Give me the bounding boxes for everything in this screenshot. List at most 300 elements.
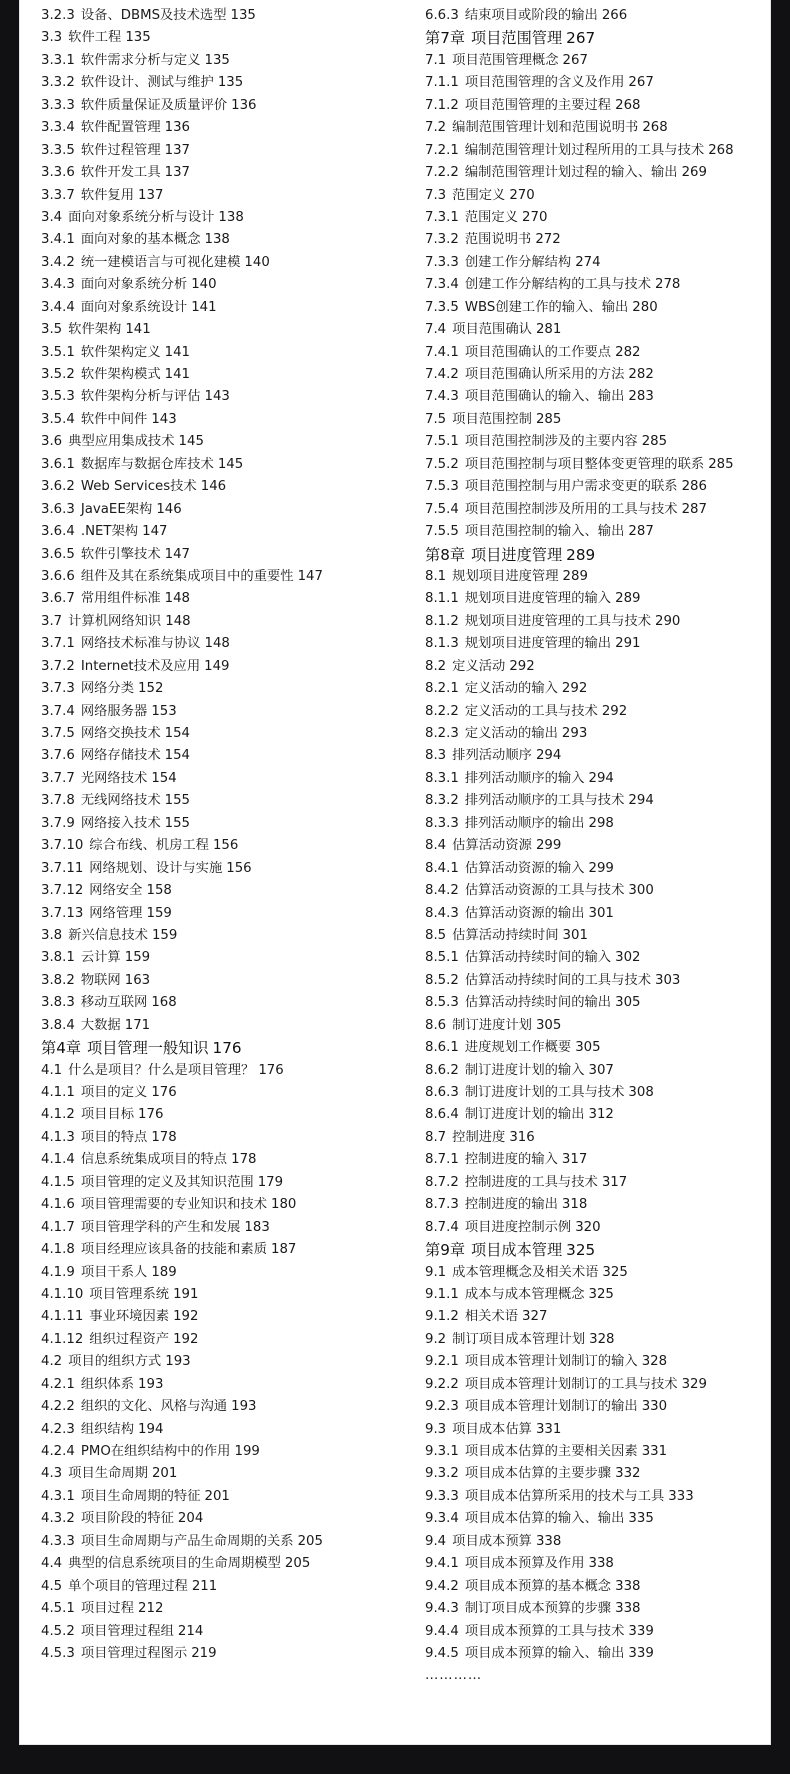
toc-entry-number: 8.7.2 [425,1174,459,1190]
toc-entry-number: 4.3 [41,1466,63,1482]
toc-entry-title: 项目范围确认 [452,322,532,338]
toc-entry-title: 范围说明书 [464,232,532,248]
toc-entry [425,207,790,229]
toc-entry-title: 软件过程管理 [80,142,161,158]
toc-entry-page: 193 [138,1376,164,1392]
toc-entry-page: 192 [173,1309,199,1325]
toc-entry-title: 项目范围控制涉及的主要内容 [464,434,638,450]
toc-entry-number: 3.7.4 [41,703,75,719]
toc-entry-page: 137 [164,165,191,181]
toc-entry-page: 135 [230,8,256,23]
toc-entry-title: 软件引擎技术 [80,546,161,562]
toc-entry-title: 网络技术标准与协议 [80,636,201,652]
toc-entry-title: 项目目标 [80,1107,135,1123]
toc-entry-page: 154 [151,770,177,786]
toc-entry [41,1060,411,1082]
toc-entry-number: 9.3.1 [425,1444,459,1459]
toc-entry [41,633,411,655]
toc-entry-title: 估算活动资源 [452,838,532,854]
toc-entry [41,229,411,251]
toc-entry-number: 4.2.1 [41,1376,75,1392]
toc-entry-number: 9.4 [425,1533,447,1549]
toc-entry [41,768,411,790]
toc-entry [425,50,790,72]
toc-entry [41,678,411,700]
toc-entry-title: 软件复用 [80,187,135,203]
toc-entry-number: 8.6.3 [425,1085,459,1100]
toc-entry-page: 291 [615,636,641,652]
toc-entry-title: 规划项目进度管理的输入 [464,591,612,607]
toc-entry [425,1621,790,1643]
toc-entry-page: 147 [297,568,323,584]
toc-entry-title: 项目范围管理的含义及作用 [464,75,625,91]
toc-entry-title: 项目生命周期 [68,1466,148,1482]
toc-entry-title: 项目成本管理 [471,1241,563,1260]
toc-entry-number: 7.3.2 [425,232,459,248]
toc-entry-page: 339 [628,1645,654,1661]
toc-entry-title: 规划项目进度管理的输出 [464,636,612,652]
toc-entry [425,1217,790,1239]
toc-entry-page: 331 [641,1444,668,1459]
toc-entry-title: 编制范围管理计划和范围说明书 [452,120,639,136]
toc-entry-title: 编制范围管理计划过程的输入、输出 [464,165,678,181]
toc-entry-number: 3.6 [41,434,63,450]
toc-entry-page: 266 [601,8,628,23]
toc-entry [41,1374,411,1396]
toc-entry [41,1508,411,1530]
toc-entry-number: 3.6.7 [41,591,75,607]
toc-entry-title: 项目成本预算及作用 [464,1556,585,1572]
toc-entry-title: 估算活动资源的输入 [464,860,585,876]
toc-entry-number: 4.5 [41,1578,63,1594]
toc-entry-title: JavaEE架构 [80,501,153,517]
toc-entry-number: 3.6.4 [41,524,75,540]
toc-entry-number: 6.6.3 [425,8,459,23]
toc-entry-page: 305 [615,995,641,1011]
toc-entry-number: 8.6 [425,1017,447,1033]
toc-entry-page: 140 [244,254,270,270]
toc-entry-title: 项目成本估算的输入、输出 [464,1511,625,1527]
toc-entry-title: 成本与成本管理概念 [464,1286,585,1302]
toc-entry [425,274,790,296]
toc-entry-number: 4.1.3 [41,1129,75,1145]
toc-entry [41,1149,411,1171]
toc-entry [41,431,411,453]
toc-entry-page: 305 [535,1017,562,1033]
toc-entry-number: 9.4.5 [425,1645,459,1661]
toc-entry [41,656,411,678]
toc-entry-page: 156 [212,838,239,854]
toc-entry [41,1127,411,1149]
toc-entry-number: 8.3.3 [425,815,459,831]
toc-entry [425,1486,790,1508]
toc-entry-number: 4.1.8 [41,1242,75,1258]
toc-entry-title: 进度规划工作概要 [464,1040,572,1056]
toc-entry-number: 4.1.9 [41,1264,75,1280]
toc-entry-number: 9.2 [425,1331,447,1347]
toc-entry [41,319,411,341]
toc-entry-title: 成本管理概念及相关术语 [452,1264,599,1280]
toc-entry [425,72,790,94]
toc-entry-title: 项目生命周期的特征 [80,1488,201,1504]
toc-entry-title: 项目范围管理的主要过程 [464,97,612,113]
toc-entry [41,252,411,274]
toc-entry [41,499,411,521]
toc-entry [425,1127,790,1149]
toc-entry-number: 3.3.3 [41,97,75,113]
toc-entry [425,319,790,341]
toc-entry-title: 排列活动顺序 [452,748,532,764]
toc-entry-page: 176 [212,1039,242,1058]
toc-entry-page: 333 [668,1488,694,1504]
toc-entry-page: 283 [628,389,654,405]
toc-entry-number: 9.2.1 [425,1354,459,1370]
toc-entry [41,207,411,229]
toc-entry-title: 规划项目进度管理的工具与技术 [464,613,651,629]
toc-entry-page: 201 [151,1466,178,1482]
toc-entry-title: 项目范围控制涉及所用的工具与技术 [464,501,678,517]
toc-entry [425,1374,790,1396]
toc-entry [425,521,790,543]
toc-entry-number: 8.5.1 [425,950,459,966]
toc-entry-number: 3.6.5 [41,546,75,562]
toc-entry [425,970,790,992]
toc-entry [425,723,790,745]
toc-entry-title: 制订进度计划的工具与技术 [464,1085,625,1100]
toc-entry-title: 软件设计、测试与维护 [80,75,214,91]
toc-entry-number: 4.1.7 [41,1219,75,1235]
toc-entry-number: 3.7.1 [41,636,75,652]
toc-entry [425,1082,790,1104]
toc-entry-page: 287 [681,501,707,517]
toc-entry [41,297,411,319]
toc-entry [425,1149,790,1171]
toc-entry-number: 3.7.12 [41,883,84,899]
toc-entry-number: 9.3.4 [425,1511,459,1527]
toc-entry-page: 191 [173,1286,199,1302]
toc-entry [425,117,790,139]
toc-entry [425,656,790,678]
toc-entry [41,117,411,139]
toc-entry-page: 293 [561,726,588,741]
toc-entry [41,521,411,543]
toc-entry-page: 141 [125,322,151,338]
toc-entry-title: 网络安全 [89,883,143,899]
toc-entry-title: 项目生命周期与产品生命周期的关系 [80,1533,294,1549]
toc-entry-number: 9.4.2 [425,1578,459,1594]
toc-entry-page: 317 [561,1152,588,1168]
toc-entry-number: 4.2.2 [41,1399,75,1415]
toc-entry [41,1104,411,1126]
toc-entry-title: 控制进度的输入 [464,1152,558,1168]
toc-entry-number: 3.6.6 [41,568,75,584]
toc-entry-page: 316 [509,1129,535,1145]
toc-entry-number: 9.3.3 [425,1488,459,1504]
toc-entry-title: 组件及其在系统集成项目中的重要性 [80,568,294,584]
toc-entry [425,1104,790,1126]
toc-entry-title: 排列活动顺序的工具与技术 [464,793,625,809]
toc-entry-title: 综合布线、机房工程 [89,838,209,854]
toc-entry-title: 定义活动 [452,658,506,674]
toc-entry-number: 8.4.3 [425,905,459,921]
toc-entry-number: 3.8.3 [41,995,75,1011]
toc-entry-page: 280 [632,299,658,315]
toc-entry [41,1194,411,1216]
toc-entry-page: 299 [535,838,562,854]
toc-chapter-heading [425,544,790,566]
toc-entry [425,947,790,969]
toc-entry-title: 项目进度管理 [471,545,563,564]
toc-entry-number: 8.1.2 [425,613,459,629]
toc-entry-page: 278 [655,277,681,293]
toc-entry [41,588,411,610]
toc-entry [425,858,790,880]
toc-entry-number: 3.7.11 [41,860,84,876]
toc-entry-number: 7.2.2 [425,165,459,181]
toc-entry-page: 193 [231,1399,257,1415]
toc-entry-page: 269 [681,165,707,181]
toc-entry-number: 4.1.5 [41,1174,75,1190]
toc-entry-page: 148 [204,636,230,652]
toc-entry [41,162,411,184]
toc-entry-number: 4.2.3 [41,1421,75,1437]
toc-entry-page: 268 [642,120,668,136]
toc-entry-title: 排列活动顺序的输出 [464,815,585,831]
toc-entry [425,297,790,319]
toc-entry [425,992,790,1014]
toc-entry [41,274,411,296]
toc-entry-title: 组织过程资产 [89,1331,170,1347]
toc-entry [425,185,790,207]
toc-entry-number: 3.8.4 [41,1017,75,1033]
toc-entry-page: 292 [601,703,628,719]
toc-entry-title: 云计算 [80,950,121,966]
toc-entry [425,1262,790,1284]
toc-entry-page: 305 [575,1040,601,1056]
toc-entry-title: 定义活动的工具与技术 [464,703,598,719]
toc-entry-title: 项目范围确认所采用的方法 [464,367,625,382]
toc-entry-page: 204 [177,1511,204,1527]
toc-entry-number: 4.1.11 [41,1309,84,1325]
toc-entry-page: 141 [191,299,217,315]
toc-entry-title: 项目范围控制与用户需求变更的联系 [464,479,678,495]
toc-entry-page: 180 [271,1197,297,1213]
toc-entry-page: 301 [562,927,588,943]
toc-entry-number: 8.3 [425,748,447,764]
toc-entry-title: 估算活动持续时间的输入 [464,950,612,966]
toc-entry [425,364,790,386]
toc-entry-page: 298 [588,815,614,831]
toc-entry [425,678,790,700]
toc-entry-page: 294 [535,748,562,764]
toc-entry-page: 307 [588,1062,614,1078]
toc-entry [41,409,411,431]
toc-entry-number: 3.5.4 [41,411,75,427]
toc-entry-page: 212 [138,1601,164,1617]
toc-entry-number: 3.3.4 [41,120,75,136]
toc-entry-number: 3.3.6 [41,165,75,181]
toc-entry-title: 面向对象系统设计 [80,299,188,315]
toc-entry-title: 项目范围确认的输入、输出 [464,389,625,405]
toc-entry [425,566,790,588]
toc-entry-number: 3.4.1 [41,232,75,248]
toc-entry-title: 项目管理系统 [89,1286,170,1302]
toc-entry-number: 7.5.4 [425,501,459,517]
toc-entry [425,5,790,27]
toc-entry-title: 网络管理 [89,905,143,921]
toc-entry [41,364,411,386]
toc-entry [41,5,411,27]
toc-entry-page: 183 [244,1219,270,1235]
toc-entry-title: 物联网 [80,972,121,988]
toc-entry-title: Web Services技术 [80,479,197,495]
toc-entry-number: 3.4.4 [41,299,75,315]
toc-entry-title: 控制进度 [452,1129,506,1145]
toc-entry-number: 第9章 [425,1241,466,1260]
toc-entry-number: 7.1 [425,52,447,68]
toc-entry-number: 7.2 [425,120,447,136]
toc-entry [425,162,790,184]
toc-entry-page: 205 [297,1533,323,1549]
toc-chapter-heading [425,1239,790,1261]
toc-entry [425,1306,790,1328]
toc-entry-page: 135 [217,75,244,91]
toc-entry [425,588,790,610]
toc-entry-title: 规划项目进度管理 [452,568,559,584]
toc-entry [41,1463,411,1485]
toc-entry-page: 320 [575,1219,601,1235]
toc-entry [425,252,790,274]
toc-entry-page: 270 [522,209,548,225]
toc-entry-title: 软件配置管理 [80,120,161,136]
toc-entry-page: 154 [164,726,191,741]
toc-entry-page: 159 [146,905,172,921]
toc-entry [425,1553,790,1575]
toc-entry [41,386,411,408]
toc-entry [41,1082,411,1104]
toc-entry-number: 8.7.1 [425,1152,459,1168]
toc-entry-page: 140 [191,277,217,293]
toc-entry-number: 4.1.2 [41,1107,75,1123]
toc-entry [425,1351,790,1373]
toc-entry-number: 7.3.4 [425,277,459,293]
toc-entry-page: 338 [615,1578,641,1594]
toc-entry-page: 274 [575,254,601,270]
toc-entry-page: 176 [258,1062,284,1078]
toc-entry-page: 299 [588,860,614,876]
toc-entry-page: 335 [628,1511,654,1527]
toc-entry-page: 214 [177,1623,204,1639]
toc-entry-page: 149 [204,658,230,674]
toc-entry-number: 3.3.7 [41,187,75,203]
toc-entry-title: 项目管理一般知识 [87,1039,209,1058]
toc-entry-number: 9.3.2 [425,1466,459,1482]
toc-entry-number: 7.4 [425,322,447,338]
toc-entry-title: 项目成本预算 [452,1533,532,1549]
toc-entry-number: 8.2.2 [425,703,459,719]
toc-entry-title: 项目成本管理计划制订的输入 [464,1354,638,1370]
toc-entry-title: 项目范围管理 [471,29,563,48]
toc-entry-number: 7.3 [425,187,447,203]
toc-entry-number: 3.8.1 [41,950,75,966]
toc-entry [425,431,790,453]
toc-entry-number: 8.3.1 [425,770,459,786]
toc-entry-title: 软件中间件 [80,411,148,427]
toc-entry-page: 294 [588,770,614,786]
toc-entry-page: 189 [151,1264,177,1280]
toc-entry-page: 332 [615,1466,641,1482]
toc-entry [425,1037,790,1059]
toc-entry-title: 项目范围控制的输入、输出 [464,524,625,540]
toc-entry [425,768,790,790]
toc-entry-number: 8.7.3 [425,1197,459,1213]
toc-entry-title: 项目过程 [80,1601,135,1617]
toc-entry [41,72,411,94]
toc-entry-title: 范围定义 [452,187,506,203]
toc-entry-page: 199 [234,1444,260,1459]
toc-entry-number: 3.4.2 [41,254,75,270]
toc-entry-title: 面向对象系统分析 [80,277,188,293]
toc-entry [41,566,411,588]
toc-entry-number: 3.6.2 [41,479,75,495]
toc-entry [425,409,790,431]
toc-entry [41,947,411,969]
toc-entry-number: 3.7.7 [41,770,75,786]
toc-entry-title: 定义活动的输入 [464,681,558,697]
toc-entry-title: 项目干系人 [80,1264,148,1280]
toc-entry-number: 4.5.1 [41,1601,75,1617]
toc-entry-page: 329 [681,1376,707,1392]
toc-entry [41,925,411,947]
toc-entry-number: 7.5.2 [425,456,459,472]
toc-entry-page: 267 [566,29,596,48]
toc-entry [425,745,790,767]
toc-entry-number: 7.5 [425,411,447,427]
toc-entry-page: 290 [655,613,681,629]
toc-entry-number: 3.8.2 [41,972,75,988]
toc-entry [41,1531,411,1553]
toc-entry [425,1463,790,1485]
toc-entry-title: 项目管理的定义及其知识范围 [80,1174,254,1190]
toc-entry [425,1396,790,1418]
toc-entry-number: 第7章 [425,29,466,48]
toc-entry-page: 285 [535,411,562,427]
toc-entry-page: 301 [588,905,614,921]
toc-entry-number: 3.7.2 [41,658,75,674]
toc-entry [41,140,411,162]
toc-entry [41,835,411,857]
toc-entry [41,1217,411,1239]
toc-entry-number: 3.3 [41,30,63,46]
toc-entry-title: 组织结构 [80,1421,135,1437]
toc-entry-page: 168 [151,995,177,1011]
toc-entry-page: 171 [124,1017,151,1033]
toc-entry-title: 范围定义 [464,209,519,225]
toc-entry [425,499,790,521]
toc-entry [425,229,790,251]
toc-entry-title: 估算活动持续时间的输出 [464,995,612,1011]
toc-entry-page: 327 [522,1309,548,1325]
toc-entry-page: 145 [178,434,204,450]
toc-entry-page: 155 [164,815,191,831]
toc-entry-number: 8.3.2 [425,793,459,809]
toc-entry-title: 控制进度的输出 [464,1197,558,1213]
toc-entry-number: 3.8 [41,927,63,943]
toc-entry [41,95,411,117]
toc-entry [425,1172,790,1194]
toc-right-column [425,5,790,1688]
toc-entry-number: 4.1.1 [41,1085,75,1100]
